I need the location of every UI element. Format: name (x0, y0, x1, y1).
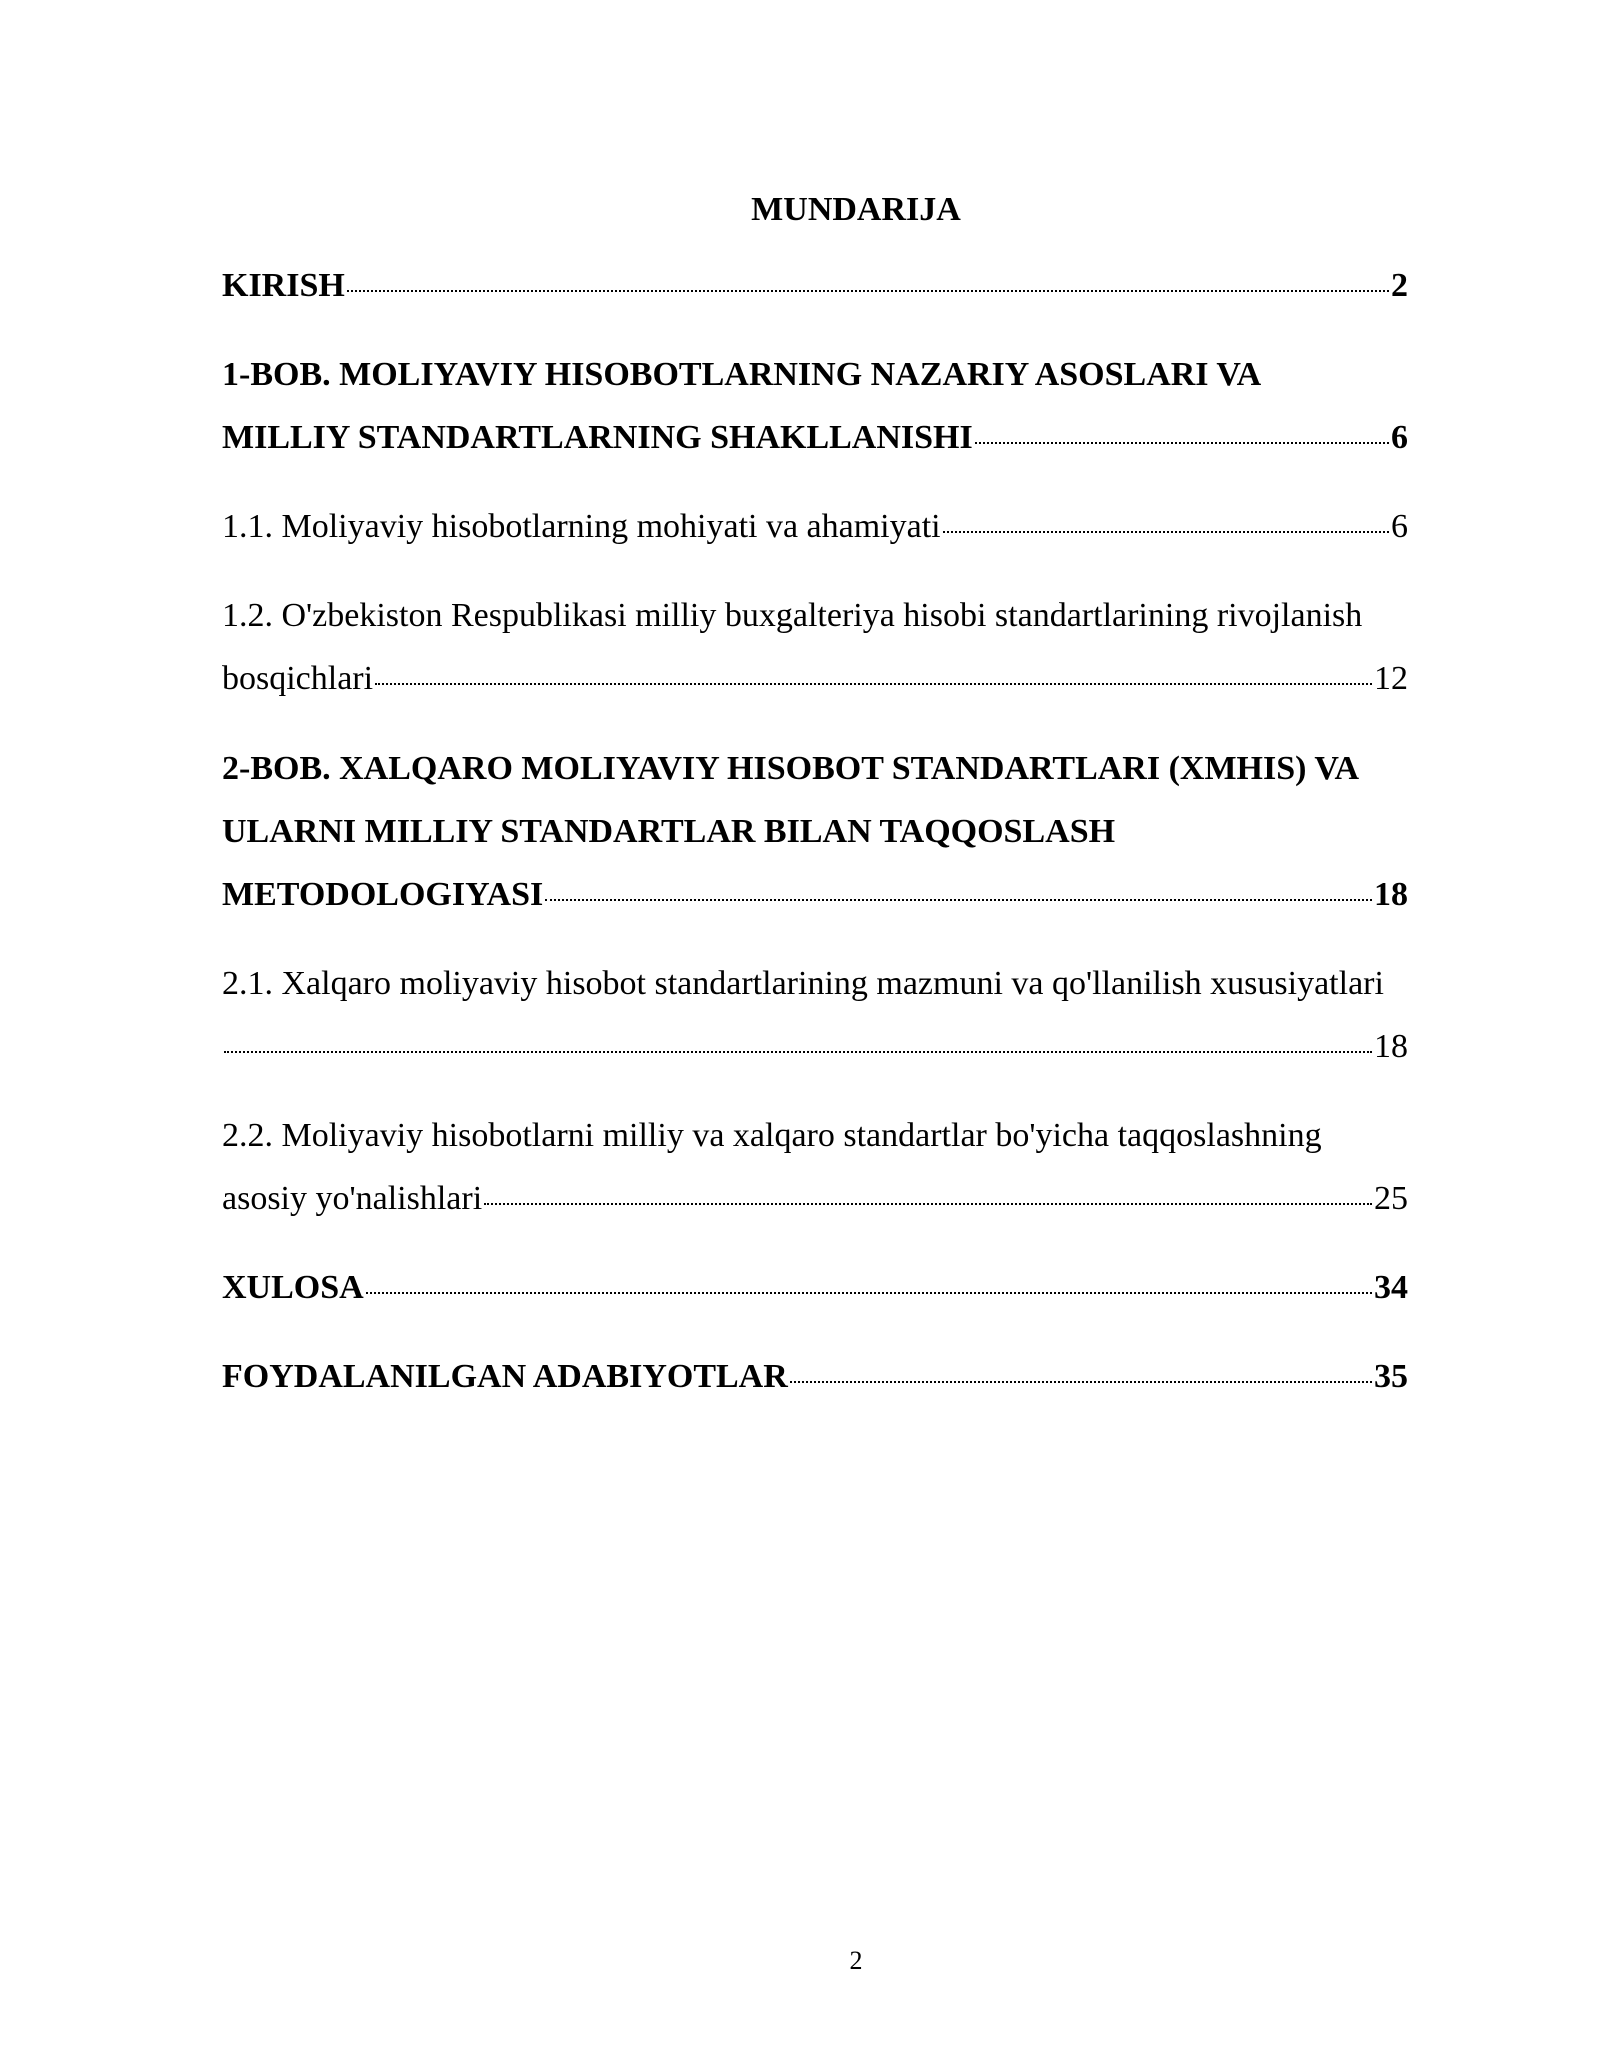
toc-page-number: 34 (1374, 1269, 1408, 1306)
toc-page-number: 18 (1374, 876, 1408, 913)
toc-entry-line (222, 1256, 1408, 1319)
toc-entry-section-2-2[interactable] (222, 1104, 1408, 1230)
page-title: MUNDARIJA (751, 191, 961, 228)
toc-entry-kirish[interactable] (222, 254, 1408, 317)
toc-page-number: 35 (1374, 1358, 1408, 1395)
toc-page-number: 6 (1391, 508, 1408, 545)
toc-entry-xulosa[interactable] (222, 1256, 1408, 1319)
toc-entry-title-line: 2.2. Moliyaviy hisobotlarni milliy va xalqaro standartlar bo'yicha taqqoslashning (222, 1117, 1322, 1154)
toc-entry-title: asosiy yo'nalishlari (222, 1180, 483, 1217)
toc-entry-title: METODOLOGIYASI (222, 876, 544, 913)
toc-entry-line (222, 647, 1408, 710)
toc-page-number: 2 (1391, 267, 1408, 304)
toc-entry-chapter-1[interactable] (222, 343, 1408, 469)
toc-page-number: 18 (1374, 1028, 1408, 1065)
dot-leader (975, 442, 1389, 444)
dot-leader (375, 683, 1372, 685)
toc-entry-section-1-2[interactable] (222, 584, 1408, 710)
toc-entry-line (222, 406, 1408, 469)
toc-entry-line (222, 254, 1408, 317)
page-number-footer: 2 (849, 1946, 863, 1975)
dot-leader (943, 531, 1389, 533)
dot-leader (366, 1292, 1372, 1294)
toc-entry-title-line: 1-BOB. MOLIYAVIY HISOBOTLARNING NAZARIY ASOSLARI VA (222, 356, 1262, 393)
toc-entry-line (222, 495, 1408, 558)
toc-entry-chapter-2[interactable] (222, 737, 1408, 926)
toc-entry-title: FOYDALANILGAN ADABIYOTLAR (222, 1358, 788, 1395)
toc-entry-title-line: 2.1. Xalqaro moliyaviy hisobot standartlarining mazmuni va qo'llanilish xususiyatlari (222, 965, 1384, 1002)
toc-page-number: 25 (1374, 1180, 1408, 1217)
toc-entry-line (222, 1015, 1408, 1078)
toc-page-number: 12 (1374, 660, 1408, 697)
toc-entry-line (222, 863, 1408, 926)
toc-entry-title: XULOSA (222, 1269, 364, 1306)
toc-entry-section-2-1[interactable] (222, 952, 1408, 1078)
toc-entry-title-line: 1.2. O'zbekiston Respublikasi milliy buxgalteriya hisobi standartlarining rivojlanish (222, 597, 1363, 634)
toc-entry-title-line: 2-BOB. XALQARO MOLIYAVIY HISOBOT STANDARTLARI (XMHIS) VA (222, 750, 1360, 787)
toc-entry-section-1-1[interactable] (222, 495, 1408, 558)
toc-entry-line (222, 1167, 1408, 1230)
toc-entry-title-line: ULARNI MILLIY STANDARTLAR BILAN TAQQOSLASH (222, 813, 1116, 850)
dot-leader (790, 1381, 1372, 1383)
toc-entry-title: bosqichlari (222, 660, 374, 697)
toc-entry-title: KIRISH (222, 267, 345, 304)
dot-leader (224, 1051, 1372, 1053)
toc-entry-title: MILLIY STANDARTLARNING SHAKLLANISHI (222, 419, 973, 456)
toc-entry-title: 1.1. Moliyaviy hisobotlarning mohiyati va ahamiyati (222, 508, 941, 545)
toc-entry-adabiyotlar[interactable] (222, 1345, 1408, 1408)
dot-leader (347, 290, 1389, 292)
toc-entry-line (222, 1345, 1408, 1408)
toc-page-number: 6 (1391, 419, 1408, 456)
dot-leader (545, 899, 1372, 901)
dot-leader (484, 1203, 1372, 1205)
